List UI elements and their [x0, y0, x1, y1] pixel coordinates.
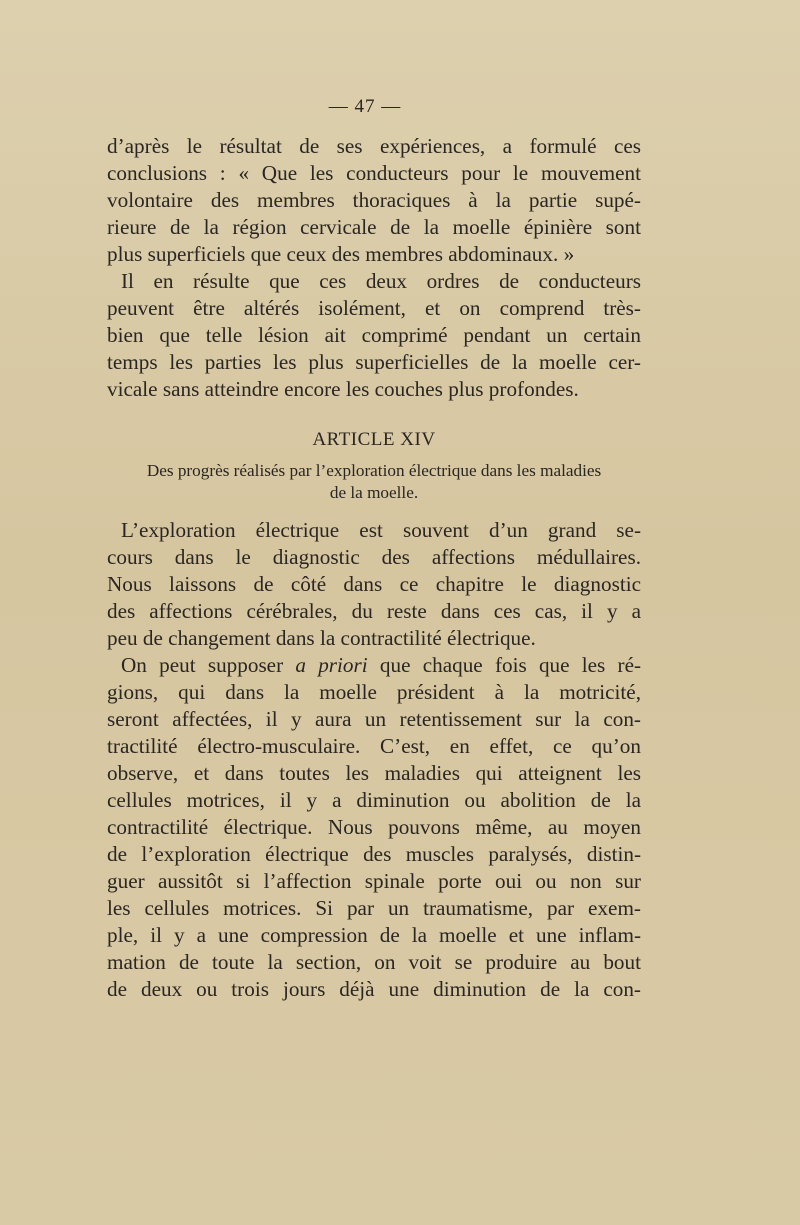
article-heading: ARTICLE XIV — [312, 429, 436, 450]
text-line: cours dans le diagnostic des affections médullaires. — [107, 545, 641, 569]
text-line: ple, il y a une compression de la moelle et une inflam- — [107, 923, 641, 947]
text-line: d’après le résultat de ses expériences, a formulé ces — [107, 134, 641, 158]
article-subtitle — [107, 460, 641, 504]
text-line: cellules motrices, il y a diminution ou abolition de la — [107, 788, 641, 812]
text-line: mation de toute la section, on voit se produire au bout — [107, 950, 641, 974]
page-number: — 47 — — [328, 96, 402, 117]
text-line: observe, et dans toutes les maladies qui atteignent les — [107, 761, 641, 785]
text-line — [107, 652, 641, 679]
text-line: rieure de la région cervicale de la moelle épinière sont — [107, 215, 641, 239]
article-subtitle-line: Des progrès réalisés par l’exploration électrique dans les maladies — [146, 461, 602, 480]
body-text-top — [107, 133, 641, 403]
text-line: conclusions : « Que les conducteurs pour le mouvement — [107, 161, 641, 185]
text-line: temps les parties les plus superficielles de la moelle cer- — [107, 350, 641, 374]
text-line: contractilité électrique. Nous pouvons même, au moyen — [107, 815, 641, 839]
text-line: peuvent être altérés isolément, et on comprend très- — [107, 296, 641, 320]
text-fragment: que chaque fois que les ré- — [379, 653, 642, 677]
text-line: guer aussitôt si l’affection spinale porte oui ou non sur — [107, 869, 641, 893]
text-line: tractilité électro-musculaire. C’est, en effet, ce qu’on — [107, 734, 641, 758]
body-text-bottom — [107, 517, 641, 1003]
article-subtitle-line: de la moelle. — [329, 483, 419, 502]
text-line: Nous laissons de côté dans ce chapitre le diagnostic — [107, 572, 641, 596]
text-line: Il en résulte que ces deux ordres de conducteurs — [121, 269, 641, 293]
text-line: vicale sans atteindre encore les couches plus profondes. — [107, 377, 579, 401]
text-line: peu de changement dans la contractilité électrique. — [107, 626, 536, 650]
text-fragment: On peut supposer — [121, 653, 284, 677]
text-line: des affections cérébrales, du reste dans ces cas, il y a — [107, 599, 641, 623]
text-line: seront affectées, il y aura un retentissement sur la con- — [107, 707, 641, 731]
text-line: bien que telle lésion ait comprimé pendant un certain — [107, 323, 641, 347]
text-line: gions, qui dans la moelle président à la motricité, — [107, 680, 641, 704]
text-line: de l’exploration électrique des muscles paralysés, distin- — [107, 842, 641, 866]
text-line: plus superficiels que ceux des membres abdominaux. » — [107, 242, 575, 266]
text-line: les cellules motrices. Si par un traumatisme, par exem- — [107, 896, 641, 920]
italic-phrase: a priori — [295, 653, 368, 677]
text-line: L’exploration électrique est souvent d’un grand se- — [121, 518, 641, 542]
text-line: de deux ou trois jours déjà une diminution de la con- — [107, 977, 641, 1001]
text-line: volontaire des membres thoraciques à la partie supé- — [107, 188, 641, 212]
